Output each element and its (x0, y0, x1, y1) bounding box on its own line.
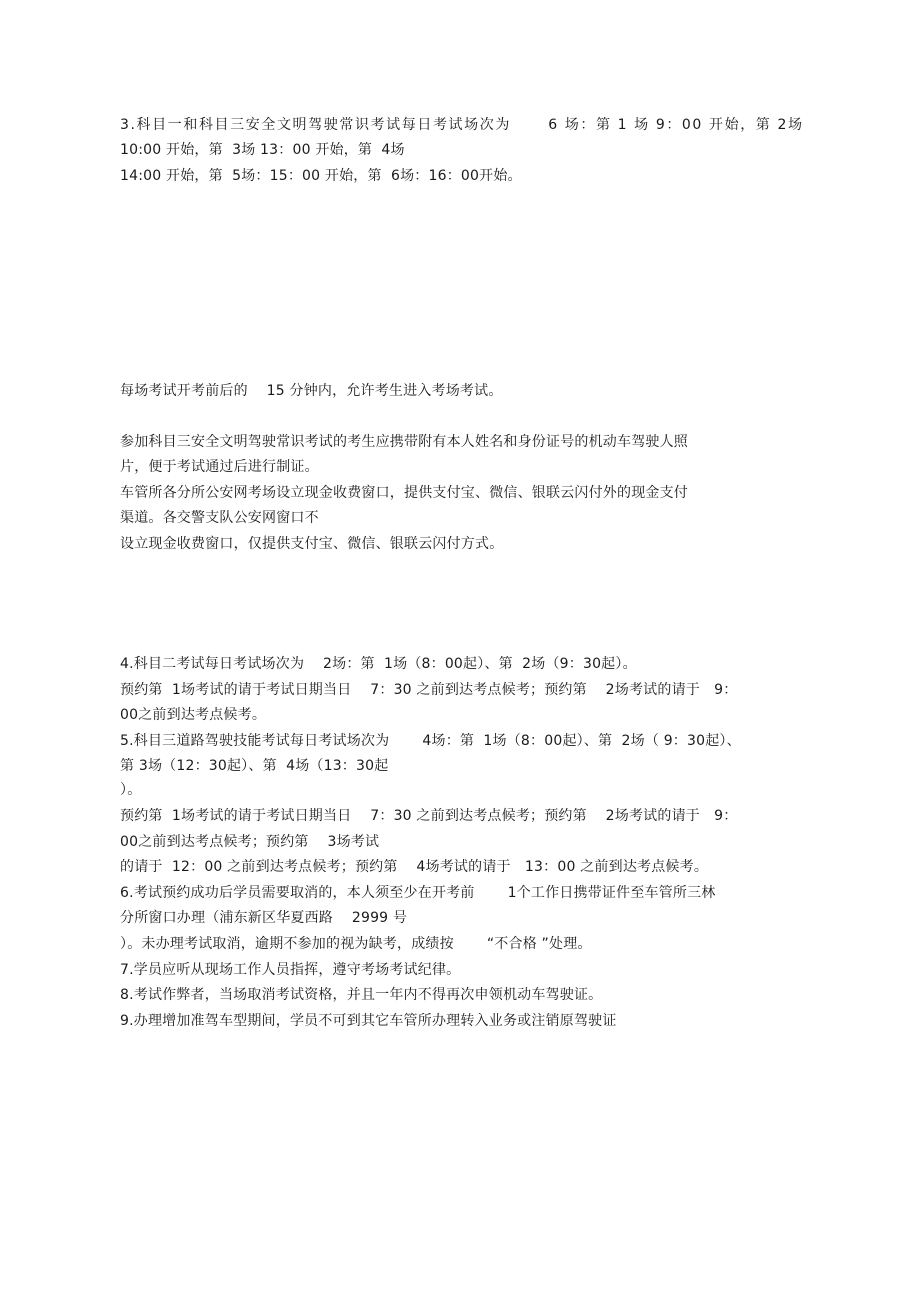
paragraph-5-line-2: 第 3场（12：30起）、第 4场（13：30起 (120, 758, 389, 774)
paragraph-5-line-1: 5.科目三道路驾驶技能考试每日考试场次为 4场：第 1场（8：00起）、第 2场（ 9：30起）、 (120, 733, 741, 749)
paragraph-3-line-2: 10:00 开始，第 3场 13：00 开始，第 4场 (120, 142, 405, 158)
paragraph-6-line-3: ）。未办理考试取消，逾期不参加的视为缺考，成绩按 “不合格 ”处理。 (120, 936, 592, 952)
paragraph-8: 8.考试作弊者，当场取消考试资格，并且一年内不得再次申领机动车驾驶证。 (120, 987, 603, 1003)
paragraph-3-line-1: 3.科目一和科目三安全文明驾驶常识考试每日考试场次为 6 场：第 1 场 9：00 开始，第 2场 (120, 117, 804, 133)
paragraph-9: 9.办理增加准驾车型期间，学员不可到其它车管所办理转入业务或注销原驾驶证 (120, 1013, 617, 1029)
entry-window-text: 每场考试开考前后的 15 分钟内，允许考生进入考场考试。 (120, 383, 503, 399)
payment-line-2: 渠道。各交警支队公安网窗口不 (120, 510, 319, 526)
paragraph-4-line-3: 00之前到达考点候考。 (120, 707, 267, 723)
paragraph-5-line-4: 预约第 1场考试的请于考试日期当日 7：30 之前到达考点候考；预约第 2场考试的请于 9： (120, 808, 738, 824)
paragraph-6-line-2: 分所窗口办理（浦东新区华夏西路 2999 号 (120, 910, 408, 926)
paragraph-7: 7.学员应听从现场工作人员指挥，遵守考场考试纪律。 (120, 962, 461, 978)
paragraph-3-line-3: 14:00 开始，第 5场：15：00 开始，第 6场：16：00开始。 (120, 168, 522, 184)
paragraph-4-line-1: 4.科目二考试每日考试场次为 2场：第 1场（8：00起）、第 2场（9：30起）。 (120, 656, 637, 672)
paragraph-5-line-6: 的请于 12：00 之前到达考点候考；预约第 4场考试的请于 13：00 之前到达考点候考。 (120, 859, 709, 875)
photo-requirement-line-1: 参加科目三安全文明驾驶常识考试的考生应携带附有本人姓名和身份证号的机动车驾驶人照 (120, 434, 688, 450)
paragraph-5-line-3: ）。 (120, 782, 142, 798)
paragraph-4-line-2: 预约第 1场考试的请于考试日期当日 7：30 之前到达考点候考；预约第 2场考试的请于 9： (120, 682, 738, 698)
paragraph-5-line-5: 00之前到达考点候考；预约第 3场考试 (120, 834, 380, 850)
photo-requirement-line-2: 片，便于考试通过后进行制证。 (120, 459, 319, 475)
payment-line-3: 设立现金收费窗口，仅提供支付宝、微信、银联云闪付方式。 (120, 536, 504, 552)
payment-line-1: 车管所各分所公安网考场设立现金收费窗口，提供支付宝、微信、银联云闪付外的现金支付 (120, 485, 688, 501)
paragraph-6-line-1: 6.考试预约成功后学员需要取消的，本人须至少在开考前 1个工作日携带证件至车管所三林 (120, 885, 716, 901)
